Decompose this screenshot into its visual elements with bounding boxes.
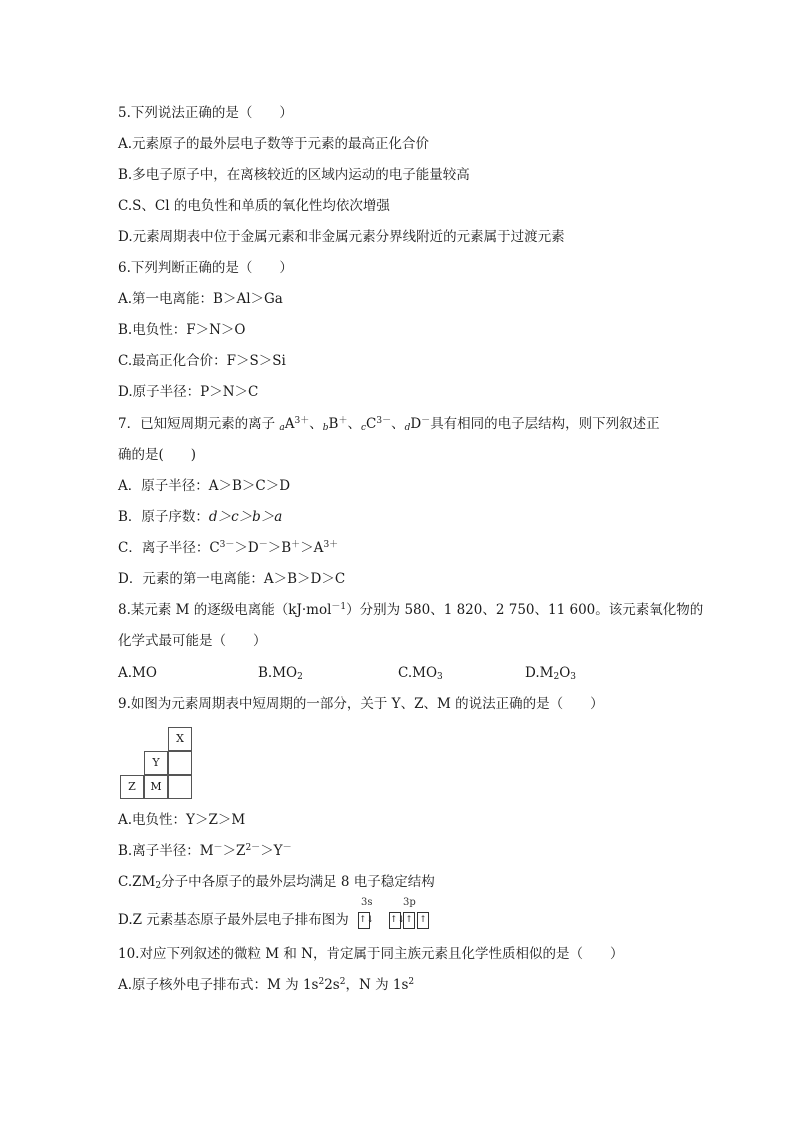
- q6-option-b: B.电负性：F＞N＞O: [118, 322, 246, 338]
- orbital-box-3s: ↑↓: [358, 912, 370, 929]
- q8-stem: 8.某元素 M 的逐级电离能（kJ·mol$^{-1}$）分别为 580、1 820、2 750、11 600。该元素氧化物的: [118, 602, 704, 618]
- q9-option-d: D.Z 元素基态原子最外层电子排布图为: [118, 912, 349, 928]
- cell-empty: [168, 751, 192, 775]
- orbital-box-3p-2: ↑: [403, 912, 415, 929]
- q8-option-a: A.MO: [118, 665, 157, 681]
- q10-stem: 10.对应下列叙述的微粒 M 和 N，肯定属于同主族元素且化学性质相似的是（ ）: [118, 946, 624, 962]
- q9-option-b: B.离子半径：$M^->Z^{2-}>Y^-$: [118, 843, 292, 859]
- q5-option-b: B.多电子原子中，在离核较近的区域内运动的电子能量较高: [118, 167, 470, 183]
- q6-stem: 6.下列判断正确的是（ ）: [118, 260, 293, 276]
- q7-option-b: B．原子序数：d＞c＞b＞a: [118, 509, 283, 525]
- q7-stem: 7．已知短周期元素的离子 $_aA^{3+}$、$_b$B＋、$_cC^{3-}$、$_d$D－具有相同的电子层结构，则下列叙述正: [118, 416, 660, 433]
- orbital-box-3p-1: ↑↓: [389, 912, 401, 929]
- orbital-box-3p-3: ↑: [417, 912, 429, 929]
- q7-option-a: A．原子半径：A＞B＞C＞D: [118, 478, 291, 494]
- q7-stem-line2: 确的是( ): [118, 447, 197, 463]
- q9-stem: 9.如图为元素周期表中短周期的一部分，关于 Y、Z、M 的说法正确的是（ ）: [118, 696, 604, 712]
- periodic-table-fragment: [120, 727, 195, 799]
- q7-option-d: D．元素的第一电离能：A＞B＞D＞C: [118, 571, 346, 587]
- q8-option-c: $C.MO_3$: [398, 665, 443, 682]
- q5-option-c: C.S、Cl 的电负性和单质的氧化性均依次增强: [118, 198, 390, 214]
- q5-option-a: A.元素原子的最外层电子数等于元素的最高正化合价: [118, 136, 430, 152]
- cell-empty: [168, 775, 192, 799]
- cell-x: X: [168, 727, 192, 751]
- q9-option-c: $C.ZM_2$分子中各原子的最外层均满足 8 电子稳定结构: [118, 874, 435, 891]
- q9-option-a: A.电负性：Y＞Z＞M: [118, 812, 246, 828]
- cell-z: Z: [120, 775, 144, 799]
- orbital-3s-label: 3s: [361, 897, 373, 908]
- q5-option-d: D.元素周期表中位于金属元素和非金属元素分界线附近的元素属于过渡元素: [118, 229, 565, 245]
- q6-option-a: A.第一电离能：B＞Al＞Ga: [118, 291, 283, 307]
- q6-option-c: C.最高正化合价：F＞S＞Si: [118, 353, 286, 369]
- q5-stem: 5.下列说法正确的是（ ）: [118, 105, 293, 121]
- q8-stem-line2: 化学式最可能是（ ）: [118, 633, 267, 649]
- q6-option-d: D.原子半径：P＞N＞C: [118, 384, 259, 400]
- orbital-3p-label: 3p: [403, 897, 416, 908]
- cell-y: Y: [144, 751, 168, 775]
- q10-option-a: A.原子核外电子排布式：M 为 $1s^22s^2$，N 为 $1s^2$: [118, 977, 415, 993]
- q7-option-c: C．离子半径：$C^{3-}>D^->B^+>A^{3+}$: [118, 540, 339, 556]
- cell-m: M: [144, 775, 168, 799]
- q8-option-d: $D.M_2O_3$: [525, 665, 577, 682]
- q8-option-b: $B.MO_2$: [258, 665, 303, 682]
